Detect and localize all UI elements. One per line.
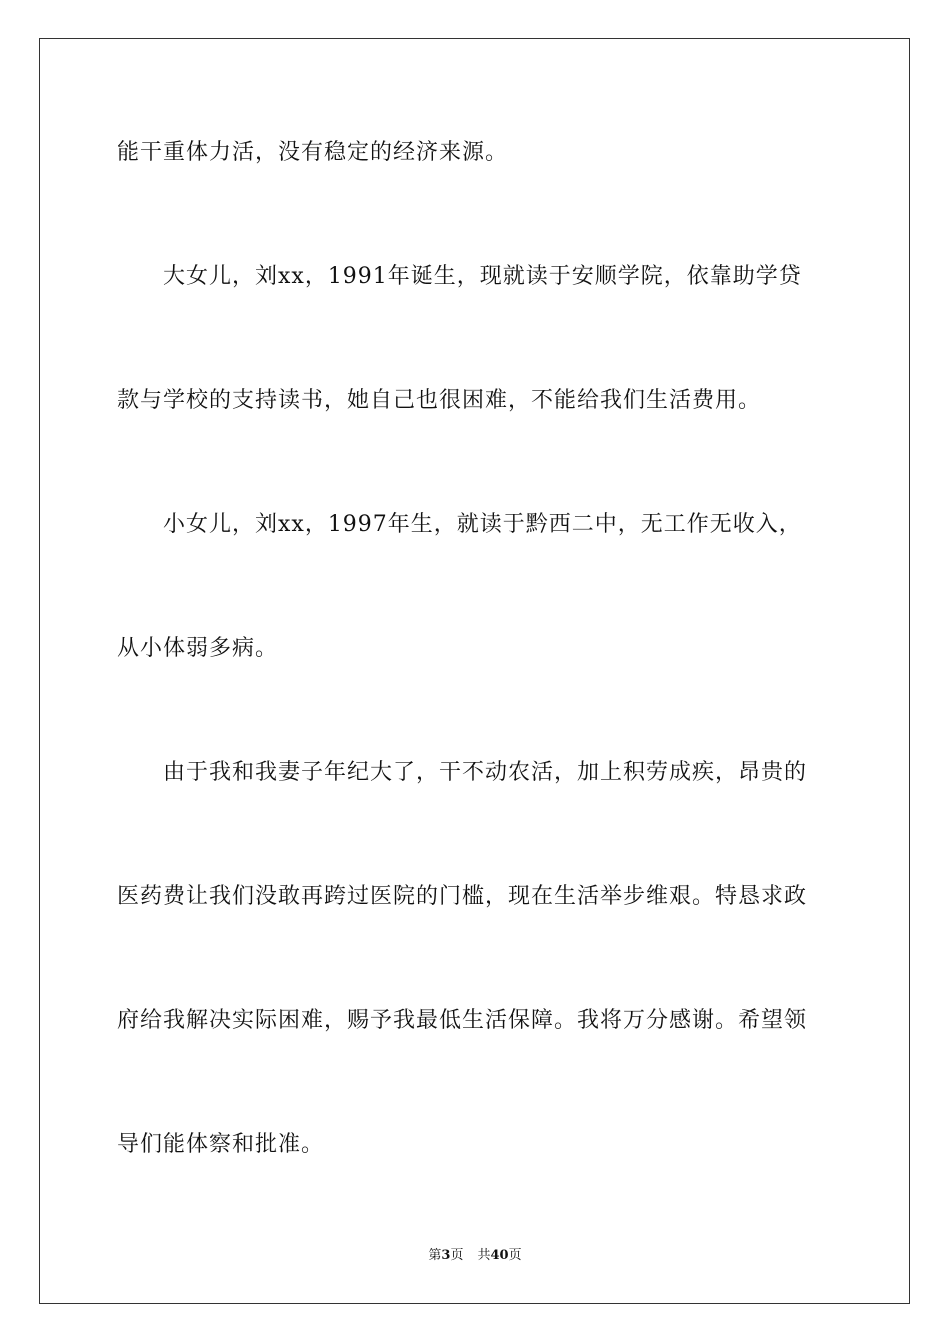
text-line-9: 导们能体察和批准。 [117,1132,325,1157]
text-line-2: 大女儿，刘xx，1991年诞生，现就读于安顺学院，依靠助学贷 [163,264,802,289]
footer-total-pages: 40 [490,1248,509,1263]
footer-total-suffix: 页 [508,1248,522,1263]
text-line-6: 由于我和我妻子年纪大了，干不动农活，加上积劳成疾，昂贵的 [163,760,808,785]
text-line-7: 医药费让我们没敢再跨过医院的门槛，现在生活举步维艰。特恳求政 [117,884,808,909]
footer-total-prefix: 共 [477,1248,491,1263]
page-border [39,38,910,1304]
text-line-1: 能干重体力活，没有稳定的经济来源。 [117,140,509,165]
footer-page-number: 3 [441,1248,451,1263]
text-line-5: 从小体弱多病。 [117,636,279,661]
page-footer [0,1247,950,1265]
footer-page-prefix: 第 [428,1248,442,1263]
text-line-3: 款与学校的支持读书，她自己也很困难，不能给我们生活费用。 [117,388,762,413]
text-line-8: 府给我解决实际困难，赐予我最低生活保障。我将万分感谢。希望领 [117,1008,808,1033]
footer-page-suffix: 页 [450,1248,464,1263]
text-line-4: 小女儿，刘xx，1997年生，就读于黔西二中，无工作无收入， [163,512,802,537]
